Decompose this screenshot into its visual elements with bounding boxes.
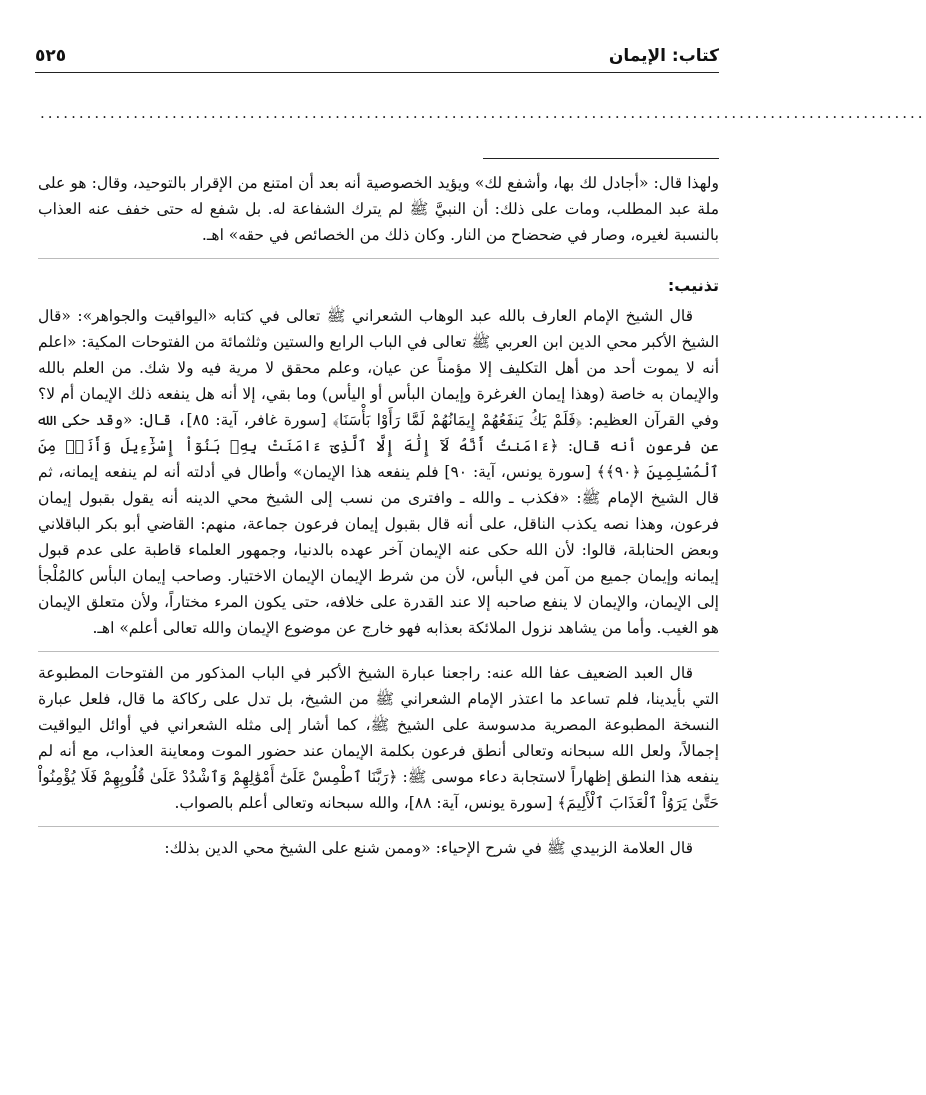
page-content	[38, 170, 719, 861]
paragraph-2: قال العبد الضعيف عفا الله عنه: راجعنا عبارة الشيخ الأكبر في الباب المذكور من الفتوحات المطبوعة التي بأيدينا، فلم تساعد ما اعتذر الإمام الشعراني ﷺ من الشيخ، بل تدل على ركاكة ما قال، فلعل عبارة النسخة المطبوعة المصرية مدسوسة على الشيخ ﷺ، كما أشار إلى مثله الشعراني في أوائل اليواقيت إجمالاً، ولعل الله سبحانه وتعالى أنطق فرعون بكلمة الإيمان عند حضور الموت ومعاينة العذاب، مع أنه لم ينفعه هذا النطق إظهاراً لاستجابة دعاء موسى ﷺ: ﴿رَبَّنَا ٱطْمِسْ عَلَىٰٓ أَمْوَٰلِهِمْ وَٱشْدُدْ عَلَىٰ قُلُوبِهِمْ فَلَا يُؤْمِنُواْ حَتَّىٰ يَرَوُاْ ٱلْعَذَابَ ٱلْأَلِيمَ﴾ [سورة يونس، آية: ٨٨]، والله سبحانه وتعالى أعلم بالصواب.	[38, 664, 719, 812]
paragraph-1: قال الشيخ الإمام العارف بالله عبد الوهاب الشعراني ﷺ تعالى في كتابه «اليواقيت والجواهر»: «قال الشيخ الأكبر محي الدين ابن العربي ﷺ تعالى في الباب الرابع والستين وثلثمائة من الفتوحات المكية: «اعلم أنه لا يموت أحد من أهل التكليف إلا مؤمناً عن عيان، وعلم محقق لا مرية فيه ولا شك. من العلم بالله والإيمان به خاصة (وهذا إيمان الغرغرة وإيمان البأس أو اليأس) وما بقي، إلا أنه هل ينفعه ذلك الإيمان أم لا؟ وفي القرآن العظيم: ﴿فَلَمْ يَكُ يَنفَعُهُمْ إِيمَانُهُمْ لَمَّا رَأَوْا بَأْسَنَا﴾ [سورة غافر، آية: ٨٥]، قال: «وقد حكى الله عن فرعون أنه قال: ﴿ءَامَنتُ أَنَّهُ لَآ إِلَٰهَ إِلَّا ٱلَّذِىٓ ءَامَنَتْ بِهِۦ بَنُوٓاْ إِسْرَٰٓءِيلَ وَأَنَا۠ مِنَ ٱلْمُسْلِمِينَ ﴿٩٠﴾﴾ [سورة يونس، آية: ٩٠] فلم ينفعه هذا الإيمان» وأطال في أدلته أنه لم ينفعه إيمانه، ثم قال الشيخ الإمام ﷺ: «فكذب ـ والله ـ وافترى من نسب إلى الشيخ محي الدينه أنه يقول بقبول إيمان فرعون، وهذا نصه يكذب الناقل، على أنه قال بقبول إيمان فرعون جماعة، منهم: القاضي أبو بكر الباقلاني وبعض الحنابلة، قالوا: لأن الله حكى عنه الإيمان آخر عهده بالدنيا، وجمهور العلماء قاطبة على عدم قبول إيمانه وإيمان جميع من آمن في البأس، لأن من شرط الإيمان الإيمان الاختيار. وصاحب إيمان البأس كالمُلْجأ إلى الإيمان، والإيمان لا ينفع صاحبه إلا عند القدرة على خلافه، حتى يكون المرء مختاراً، ولأن متعلق الإيمان هو الغيب. وأما من يشاهد نزول الملائكة بعذابه فهو خارج عن موضوع الإيمان والله تعالى أعلم» اهـ.	[38, 307, 719, 637]
paragraph-3: قال العلامة الزبيدي ﷺ في شرح الإحياء: «وممن شنع على الشيخ محي الدين بذلك:	[164, 839, 693, 857]
section-divider	[38, 826, 719, 827]
footnote-rule	[483, 158, 719, 159]
section-divider	[38, 258, 719, 259]
footnote-continuation: ولهذا قال: «أجادل لك بها، وأشفع لك» ويؤيد الخصوصية أنه بعد أن امتنع من الإقرار بالتوحيد، وقال: هو على ملة عبد المطلب، ومات على ذلك: أن النبيَّ ﷺ لم يترك الشفاعة له. بل شفع له حتى خفف عنه العذاب بالنسبة لغيره، وصار في ضحضاح من النار. وكان ذلك من الخصائص في حقه» اهـ.	[38, 174, 719, 244]
page-number: ٥٢٥	[35, 46, 67, 66]
section-divider	[38, 651, 719, 652]
dotted-separator: ..................................................................................................................	[40, 104, 926, 122]
page-header	[35, 40, 719, 73]
section-heading: تذنيب:	[667, 276, 719, 295]
running-title: كتاب: الإيمان	[608, 46, 719, 66]
